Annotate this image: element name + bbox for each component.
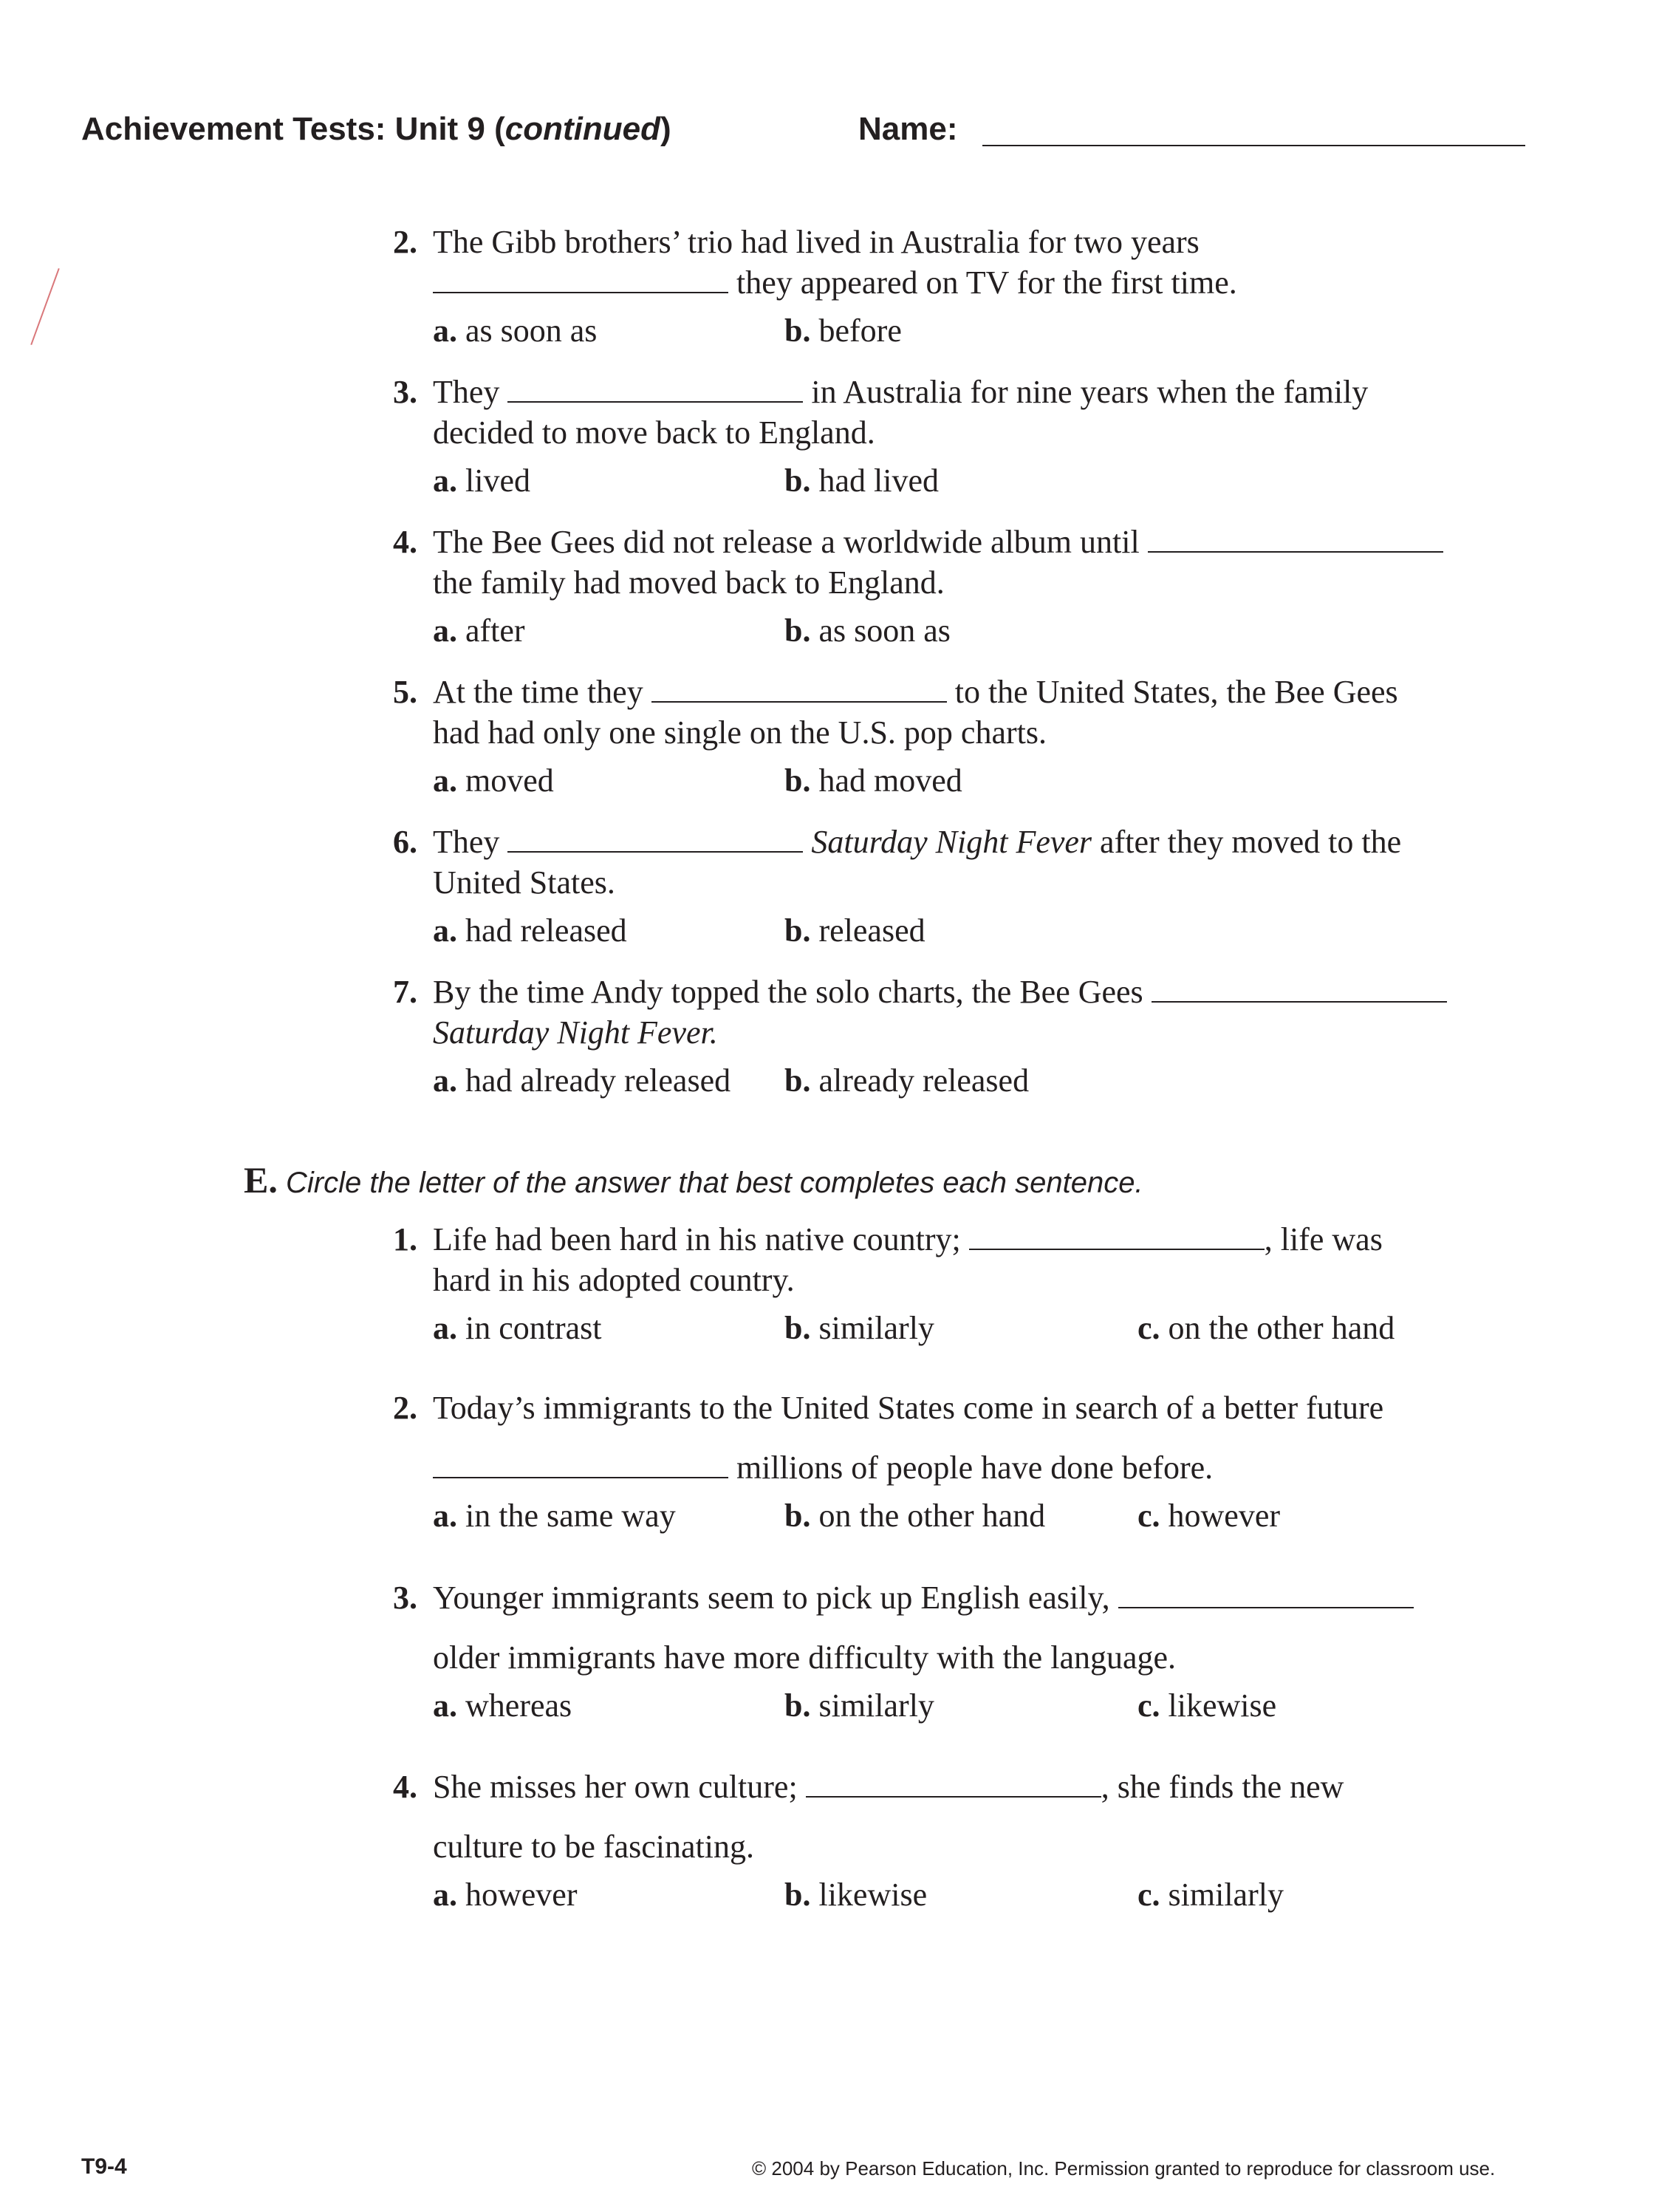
question-e3: 3. Younger immigrants seem to pick up English easily, older immigrants have more difficulty with the language. a. whereas b. similarly c. likewise (393, 1577, 1530, 1728)
option-b[interactable]: b. likewise (784, 1877, 928, 1913)
question-d7: 7. By the time Andy topped the solo charts, the Bee Gees Saturday Night Fever. a. had already released b. already released (393, 972, 1530, 1103)
option-b[interactable]: b. had moved (784, 762, 962, 799)
option-c[interactable]: c. likewise (1137, 1687, 1277, 1724)
question-d3: 3. They in Australia for nine years when the family decided to move back to England. a. lived b. had lived (393, 372, 1530, 503)
question-number: 3. (393, 374, 417, 410)
answer-blank[interactable] (433, 1452, 728, 1478)
question-number: 2. (393, 1390, 417, 1426)
page-title: Achievement Tests: Unit 9 (continued) (81, 111, 671, 147)
question-d5: 5. At the time they to the United States, the Bee Gees had had only one single on the U.S. pop charts. a. moved b. had moved (393, 672, 1530, 803)
option-a[interactable]: a. as soon as (433, 313, 598, 349)
name-label: Name: (858, 111, 958, 147)
question-number: 1. (393, 1221, 417, 1257)
name-field[interactable] (982, 145, 1525, 146)
answer-blank[interactable] (1118, 1582, 1414, 1608)
question-number: 4. (393, 1769, 417, 1805)
option-a[interactable]: a. however (433, 1877, 578, 1913)
answer-blank[interactable] (433, 267, 728, 293)
option-b[interactable]: b. released (784, 912, 925, 949)
option-a[interactable]: a. in the same way (433, 1498, 676, 1534)
option-c[interactable]: c. however (1137, 1498, 1281, 1534)
option-a[interactable]: a. had released (433, 912, 627, 949)
option-c[interactable]: c. on the other hand (1137, 1310, 1395, 1346)
question-number: 7. (393, 974, 417, 1010)
question-number: 4. (393, 524, 417, 560)
option-b[interactable]: b. similarly (784, 1310, 934, 1346)
page-number: T9-4 (81, 2154, 127, 2179)
answer-blank[interactable] (806, 1771, 1101, 1798)
answer-blank[interactable] (1148, 526, 1443, 553)
question-e2: 2. Today’s immigrants to the United States come in search of a better future millions of people have done before. a. in the same way b. on the other hand c. however (393, 1387, 1530, 1538)
option-a[interactable]: a. after (433, 612, 525, 649)
option-b[interactable]: b. as soon as (784, 612, 951, 649)
answer-blank[interactable] (507, 826, 803, 853)
section-e-heading: E. Circle the letter of the answer that best completes each sentence. (244, 1159, 1143, 1201)
answer-blank[interactable] (969, 1223, 1265, 1250)
option-a[interactable]: a. had already released (433, 1062, 731, 1099)
pencil-mark (30, 268, 60, 345)
option-b[interactable]: b. similarly (784, 1687, 934, 1724)
option-a[interactable]: a. whereas (433, 1687, 572, 1724)
option-b[interactable]: b. before (784, 313, 902, 349)
question-d2: 2. The Gibb brothers’ trio had lived in Australia for two years they appeared on TV for the first time. a. as soon as b. before (393, 222, 1530, 353)
option-c[interactable]: c. similarly (1137, 1877, 1284, 1913)
question-number: 6. (393, 824, 417, 860)
question-number: 2. (393, 224, 417, 260)
option-b[interactable]: b. on the other hand (784, 1498, 1046, 1534)
question-d6: 6. They Saturday Night Fever after they moved to the United States. a. had released b. released (393, 822, 1530, 953)
answer-blank[interactable] (1152, 976, 1447, 1003)
copyright-notice: © 2004 by Pearson Education, Inc. Permission granted to reproduce for classroom use. (752, 2157, 1496, 2179)
option-b[interactable]: b. had lived (784, 462, 939, 499)
question-e4: 4. She misses her own culture; , she finds the new culture to be fascinating. a. however b. likewise c. similarly (393, 1766, 1530, 1917)
option-a[interactable]: a. lived (433, 462, 530, 499)
option-a[interactable]: a. in contrast (433, 1310, 602, 1346)
answer-blank[interactable] (651, 676, 947, 703)
option-b[interactable]: b. already released (784, 1062, 1030, 1099)
question-d4: 4. The Bee Gees did not release a worldwide album until the family had moved back to England. a. after b. as soon as (393, 522, 1530, 653)
question-number: 3. (393, 1580, 417, 1616)
option-a[interactable]: a. moved (433, 762, 554, 799)
question-number: 5. (393, 674, 417, 710)
answer-blank[interactable] (507, 376, 803, 403)
question-e1: 1. Life had been hard in his native country; , life was hard in his adopted country. a. in contrast b. similarly c. on the other hand (393, 1219, 1530, 1351)
